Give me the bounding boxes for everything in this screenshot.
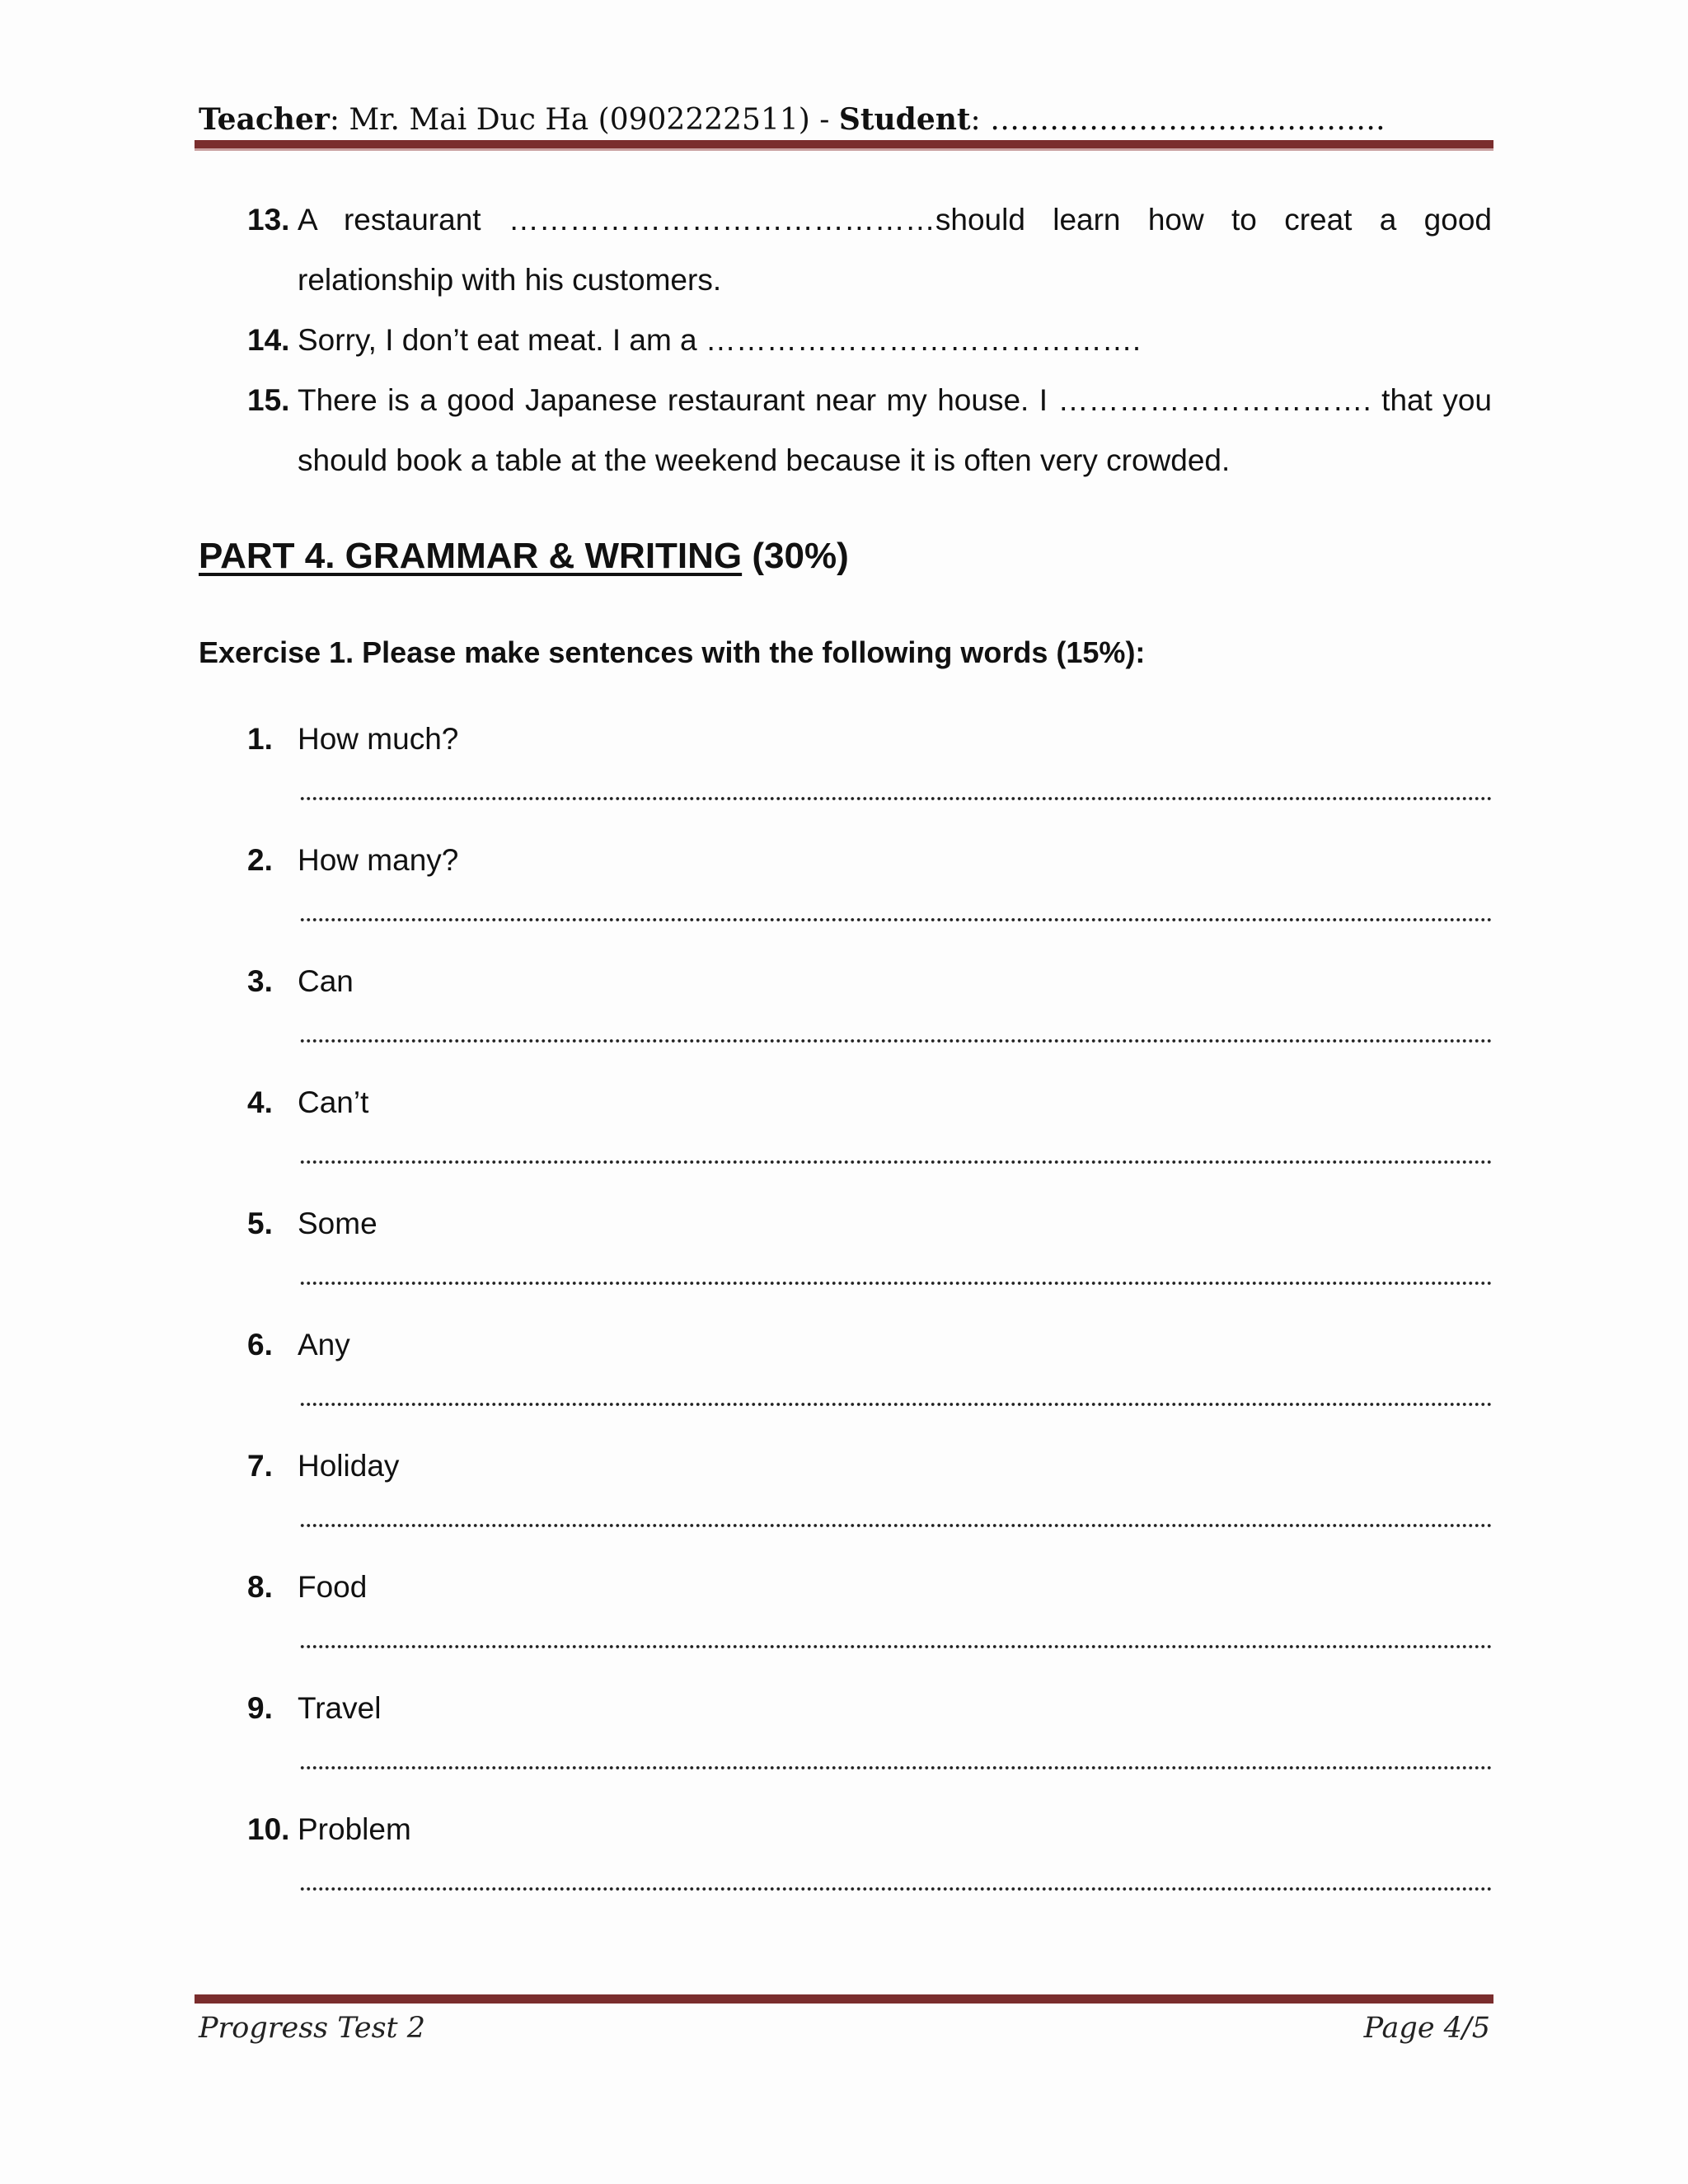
exercise-item — [247, 959, 1493, 1080]
item-number: 2. — [247, 843, 273, 877]
item-word: Food — [298, 1570, 368, 1604]
question-13 — [247, 190, 1492, 310]
exercise-item — [247, 1080, 1493, 1202]
answer-line[interactable] — [299, 1160, 1493, 1165]
item-number: 3. — [247, 964, 273, 998]
answer-line[interactable] — [299, 1886, 1493, 1891]
exercise-item — [247, 1565, 1493, 1686]
part-4-title — [199, 527, 849, 585]
item-number: 6. — [247, 1328, 273, 1361]
item-word: Problem — [298, 1812, 411, 1846]
exercise-item — [247, 1807, 1493, 1929]
answer-line[interactable] — [299, 1765, 1493, 1770]
student-blank: : …………………………………. — [970, 103, 1386, 137]
question-15 — [247, 370, 1492, 490]
item-word: How many? — [298, 843, 459, 877]
item-number: 5. — [247, 1207, 273, 1240]
answer-line[interactable] — [299, 1402, 1493, 1407]
exercise-item — [247, 1202, 1493, 1323]
item-word: Some — [298, 1207, 377, 1240]
question-number: 13. — [247, 203, 290, 237]
part-4-title-percent: (30%) — [742, 536, 849, 576]
teacher-info: : Mr. Mai Duc Ha (0902222511) - — [329, 103, 839, 137]
header-rule — [195, 140, 1493, 151]
item-number: 1. — [247, 722, 273, 756]
exercise-item — [247, 1323, 1493, 1444]
question-text: A restaurant ……………………………………should learn how to creat a good relationship with his customers. — [298, 203, 1492, 297]
answer-line[interactable] — [299, 1523, 1493, 1528]
item-number: 8. — [247, 1570, 273, 1604]
answer-line[interactable] — [299, 917, 1493, 922]
exercise-item — [247, 1686, 1493, 1807]
item-word: How much? — [298, 722, 459, 756]
item-word: Travel — [298, 1691, 382, 1725]
question-text: There is a good Japanese restaurant near my house. I …………………………. that you should book a table at the weekend because it is often very crowded. — [298, 383, 1492, 477]
page-header — [199, 99, 1493, 141]
item-word: Can’t — [298, 1085, 369, 1119]
item-number: 10. — [247, 1812, 290, 1846]
question-text: Sorry, I don’t eat meat. I am a ……………………………………. — [298, 323, 1142, 357]
answer-line[interactable] — [299, 796, 1493, 801]
part-4-title-underlined: PART 4. GRAMMAR & WRITING — [199, 536, 743, 576]
question-number: 14. — [247, 323, 290, 357]
student-label: Student — [838, 102, 971, 137]
item-word: Any — [298, 1328, 350, 1361]
exercise-item — [247, 717, 1493, 838]
teacher-label: Teacher — [199, 102, 330, 137]
item-word: Holiday — [298, 1449, 400, 1483]
item-number: 4. — [247, 1085, 273, 1119]
exercise-item — [247, 838, 1493, 959]
footer-page-number: Page 4/5 — [1363, 2012, 1490, 2045]
item-number: 9. — [247, 1691, 273, 1725]
answer-line[interactable] — [299, 1038, 1493, 1043]
exercise-item — [247, 1444, 1493, 1565]
answer-line[interactable] — [299, 1644, 1493, 1649]
answer-line[interactable] — [299, 1281, 1493, 1286]
question-14 — [247, 310, 1492, 370]
exercise-1-title: Exercise 1. Please make sentences with the following words (15%): — [199, 635, 1146, 669]
item-word: Can — [298, 964, 354, 998]
question-number: 15. — [247, 383, 290, 417]
footer-test-name: Progress Test 2 — [199, 2012, 426, 2045]
item-number: 7. — [247, 1449, 273, 1483]
footer-rule — [195, 1994, 1493, 2004]
